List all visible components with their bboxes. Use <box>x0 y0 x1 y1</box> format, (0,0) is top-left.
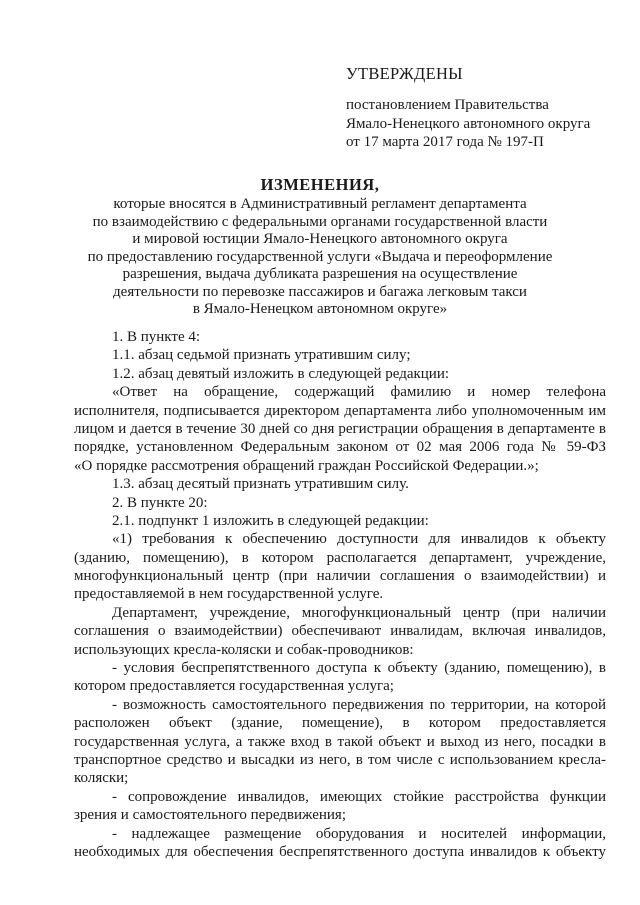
body-line: лицом и дается в течение 30 дней со дня регистрации обращения в департаменте в <box>74 420 606 437</box>
body-line: - возможность самостоятельного передвижения по территории, на которой <box>112 696 606 713</box>
body-line: 2.1. подпункт 1 изложить в следующей редакции: <box>112 512 429 529</box>
approval-line: от 17 марта 2017 года № 197-П <box>346 134 544 150</box>
body-line: транспортное средство и высадки из него, в том числе с использованием кресла- <box>74 751 606 768</box>
approved-heading: УТВЕРЖДЕНЫ <box>346 64 463 83</box>
body-line: государственная услуга, а также вход в такой объект и выход из него, посадки в <box>74 733 606 750</box>
subtitle-line: в Ямало-Ненецком автономном округе» <box>192 301 448 317</box>
body-line: зрения и самостоятельного передвижения; <box>74 807 346 824</box>
body-line: соглашения о взаимодействии) обеспечивают инвалидам, включая инвалидов, <box>74 623 606 640</box>
body-line: исполнителя, подписывается директором департамента либо уполномоченным им <box>74 402 606 419</box>
body-line: «1) требования к обеспечению доступности для инвалидов к объекту <box>112 531 606 548</box>
subtitle-line: разрешения, выдача дубликата разрешения на осуществление <box>122 266 518 282</box>
body-line: 1.3. абзац десятый признать утратившим силу. <box>112 476 409 493</box>
subtitle-line: и мировой юстиции Ямало-Ненецкого автономного округа <box>132 231 508 247</box>
document-title: ИЗМЕНЕНИЯ, <box>260 175 380 194</box>
subtitle-line: по взаимодействию с федеральными органами государственной власти <box>92 213 548 230</box>
body-line: - надлежащее размещение оборудования и носителей информации, <box>112 825 606 842</box>
body-line: предоставляемой в нем государственной услуге. <box>74 586 384 603</box>
body-line: (зданию, помещению), в котором располагается департамент, учреждение, <box>74 549 606 566</box>
body-line: Департамент, учреждение, многофункциональный центр (при наличии <box>112 604 606 621</box>
body-line: «О порядке рассмотрения обращений граждан Российской Федерации.»; <box>74 457 539 474</box>
approval-line: Ямало-Ненецкого автономного округа <box>346 115 591 132</box>
body-line: многофункциональный центр (при наличии соглашения о взаимодействии) и <box>74 568 606 585</box>
body-line: 1.2. абзац девятый изложить в следующей редакции: <box>112 365 450 382</box>
body-line: порядке, установленном Федеральным законом от 02 мая 2006 года № 59-ФЗ <box>74 439 606 456</box>
body-line: - сопровождение инвалидов, имеющих стойкие расстройства функции <box>112 788 606 805</box>
body-line: необходимых для обеспечения беспрепятственного доступа инвалидов к объекту <box>74 843 606 860</box>
body-line: расположен объект (здание, помещение), в котором предоставляется <box>74 715 606 732</box>
approval-line: постановлением Правительства <box>346 97 549 113</box>
body-line: - условия беспрепятственного доступа к объекту (зданию, помещению), в <box>112 660 606 677</box>
body-line: 1.1. абзац седьмой признать утратившим силу; <box>112 347 411 364</box>
body-line: 1. В пункте 4: <box>112 329 201 345</box>
body-line: использующих кресла-коляски и собак-проводников: <box>74 641 414 658</box>
body-line: котором предоставляется государственная услуга; <box>74 678 394 695</box>
approval-block <box>346 96 590 152</box>
body-line: коляски; <box>74 770 129 787</box>
body-line: 2. В пункте 20: <box>112 494 208 511</box>
subtitle-line: деятельности по перевозке пассажиров и багажа легковым такси <box>113 283 527 300</box>
subtitle-line: по предоставлению государственной услуги «Выдача и переоформление <box>87 248 553 265</box>
document-body <box>74 328 606 861</box>
body-line: «Ответ на обращение, содержащий фамилию и номер телефона <box>112 384 606 401</box>
document-subtitle <box>60 196 580 319</box>
subtitle-line: которые вносятся в Административный регламент департамента <box>113 196 527 212</box>
